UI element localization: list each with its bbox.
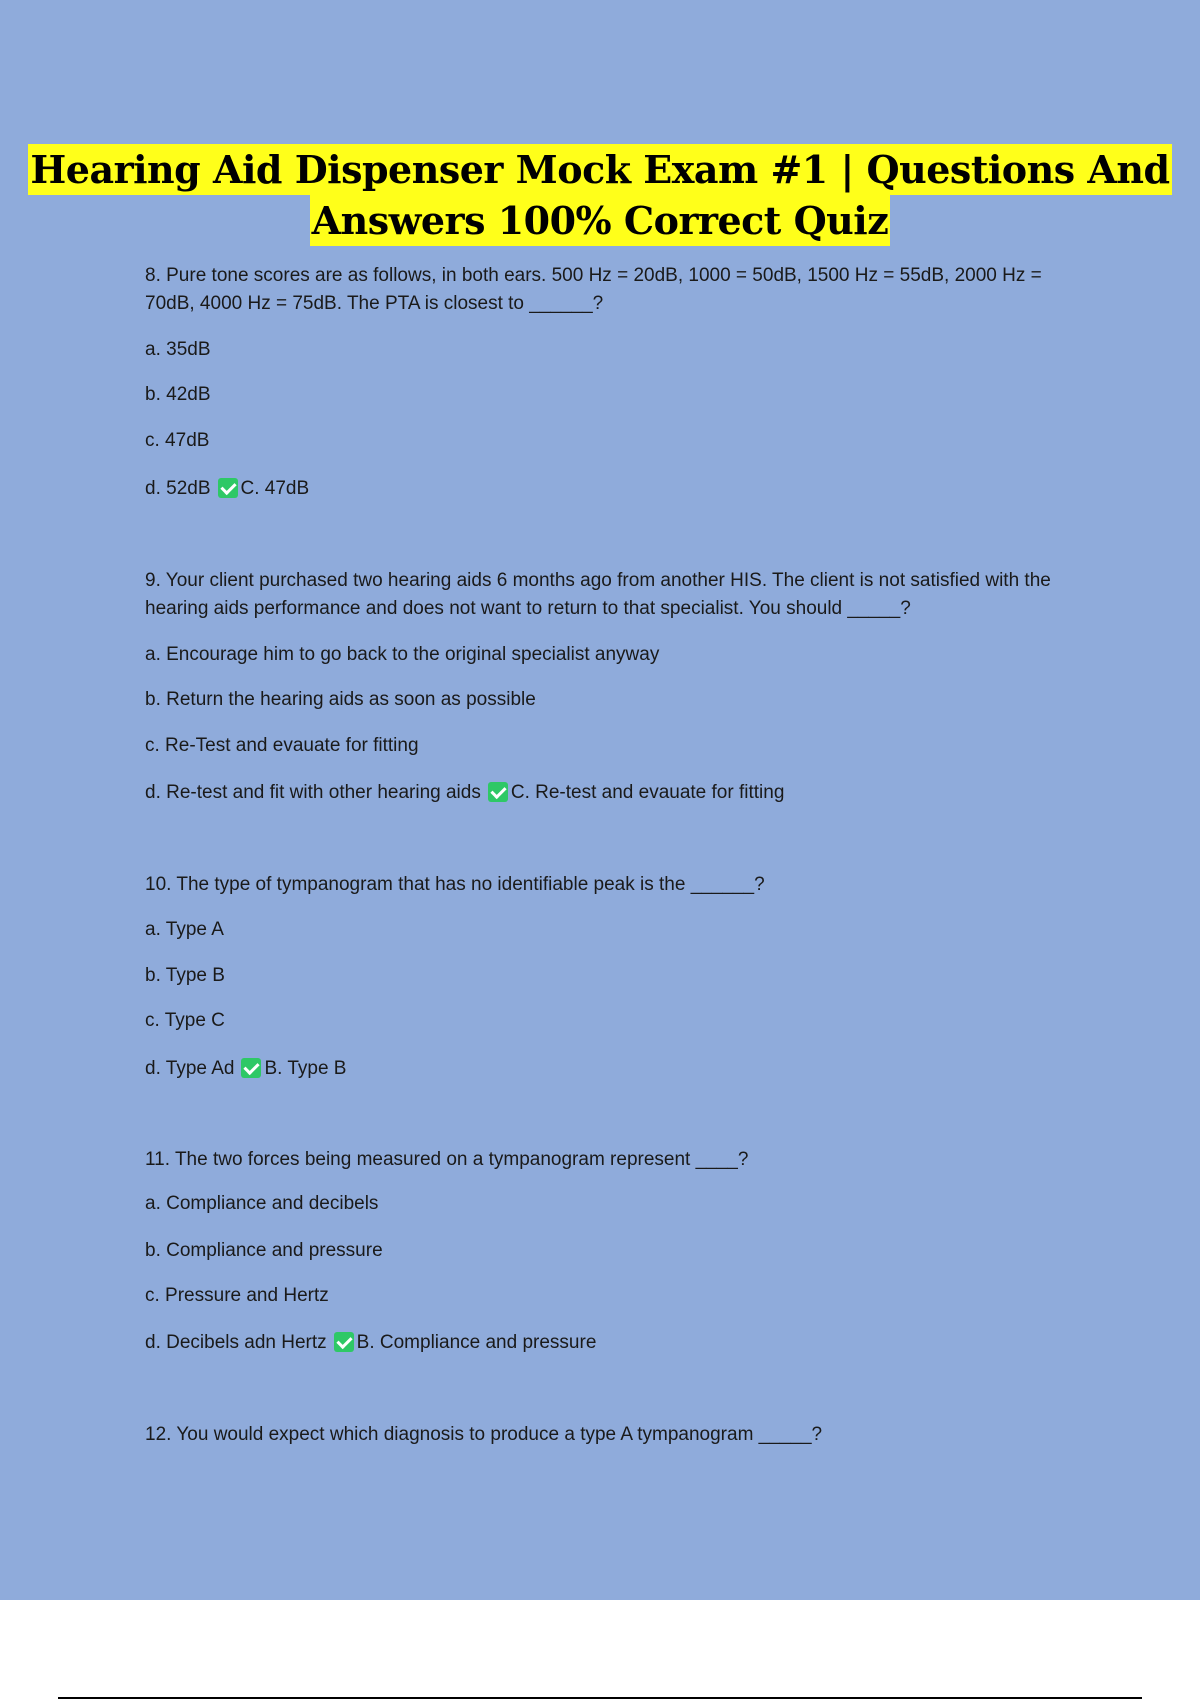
- option: b. Return the hearing aids as soon as possible: [145, 689, 536, 710]
- question-text: 10. The type of tympanogram that has no identifiable peak is the ______?: [145, 874, 765, 895]
- question-text: 9. Your client purchased two hearing aids 6 months ago from another HIS. The client is not satisfied with the hearing aids performance and does not want to return to that specialist. You should _____?: [145, 570, 1051, 619]
- option: b. 42dB: [145, 384, 211, 405]
- question-text: 12. You would expect which diagnosis to produce a type A tympanogram _____?: [145, 1424, 823, 1445]
- question-text: 8. Pure tone scores are as follows, in both ears. 500 Hz = 20dB, 1000 = 50dB, 1500 Hz = 55dB, 2000 Hz = 70dB, 4000 Hz = 75dB. The PTA is closest to ______?: [145, 265, 1042, 314]
- option: d. 52dB: [145, 478, 211, 499]
- answer-text: B. Compliance and pressure: [356, 1332, 597, 1353]
- title-line-2: Answers 100% Correct Quiz: [310, 195, 891, 246]
- document-title: [0, 144, 1200, 246]
- option-with-answer: [145, 1055, 346, 1083]
- check-icon: [218, 478, 238, 498]
- option: a. Compliance and decibels: [145, 1193, 379, 1214]
- option: d. Re-test and fit with other hearing aids: [145, 782, 481, 803]
- option-with-answer: [145, 779, 784, 807]
- answer-text: B. Type B: [264, 1058, 347, 1079]
- option: a. Type A: [145, 919, 224, 940]
- option: d. Decibels adn Hertz: [145, 1332, 327, 1353]
- option: a. 35dB: [145, 339, 211, 360]
- option: c. Type C: [145, 1010, 225, 1031]
- option: c. Pressure and Hertz: [145, 1285, 329, 1306]
- option: d. Type Ad: [145, 1058, 235, 1079]
- option: b. Type B: [145, 965, 225, 986]
- option: c. Re-Test and evauate for fitting: [145, 735, 419, 756]
- option: a. Encourage him to go back to the original specialist anyway: [145, 644, 660, 665]
- option-with-answer: [145, 475, 309, 503]
- option-with-answer: [145, 1329, 596, 1357]
- answer-text: C. 47dB: [240, 478, 310, 499]
- title-line-1: Hearing Aid Dispenser Mock Exam #1 | Questions And: [28, 144, 1171, 195]
- check-icon: [241, 1058, 261, 1078]
- option: c. 47dB: [145, 430, 210, 451]
- question-text: 11. The two forces being measured on a tympanogram represent ____?: [145, 1149, 749, 1170]
- option: b. Compliance and pressure: [145, 1240, 383, 1261]
- answer-text: C. Re-test and evauate for fitting: [510, 782, 785, 803]
- check-icon: [488, 782, 508, 802]
- check-icon: [334, 1332, 354, 1352]
- footer-divider: [58, 1697, 1142, 1699]
